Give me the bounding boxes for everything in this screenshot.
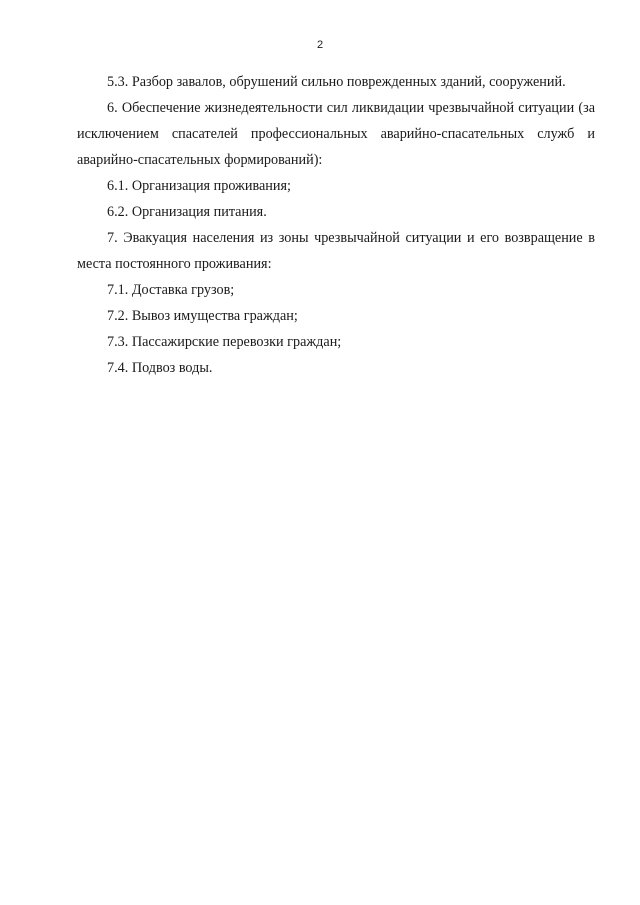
document-body [77,69,595,381]
page-number: 2 [316,39,324,51]
paragraph-7-1: 7.1. Доставка грузов; [107,282,235,298]
paragraph-7-4: 7.4. Подвоз воды. [107,360,213,376]
paragraph-6: 6. Обеспечение жизнедеятельности сил ликвидации чрезвычайной ситуации (за исключением спасателей профессиональных аварийно-спасательных служб и аварийно-спасательных формирований): [77,100,595,168]
paragraph-5-3: 5.3. Разбор завалов, обрушений сильно поврежденных зданий, сооружений. [107,74,566,90]
paragraph-7: 7. Эвакуация населения из зоны чрезвычайной ситуации и его возвращение в места постоянного проживания: [77,230,595,272]
paragraph-6-1: 6.1. Организация проживания; [107,178,291,194]
paragraph-7-3: 7.3. Пассажирские перевозки граждан; [107,334,342,350]
paragraph-7-2: 7.2. Вывоз имущества граждан; [107,308,298,324]
paragraph-6-2: 6.2. Организация питания. [107,204,267,220]
